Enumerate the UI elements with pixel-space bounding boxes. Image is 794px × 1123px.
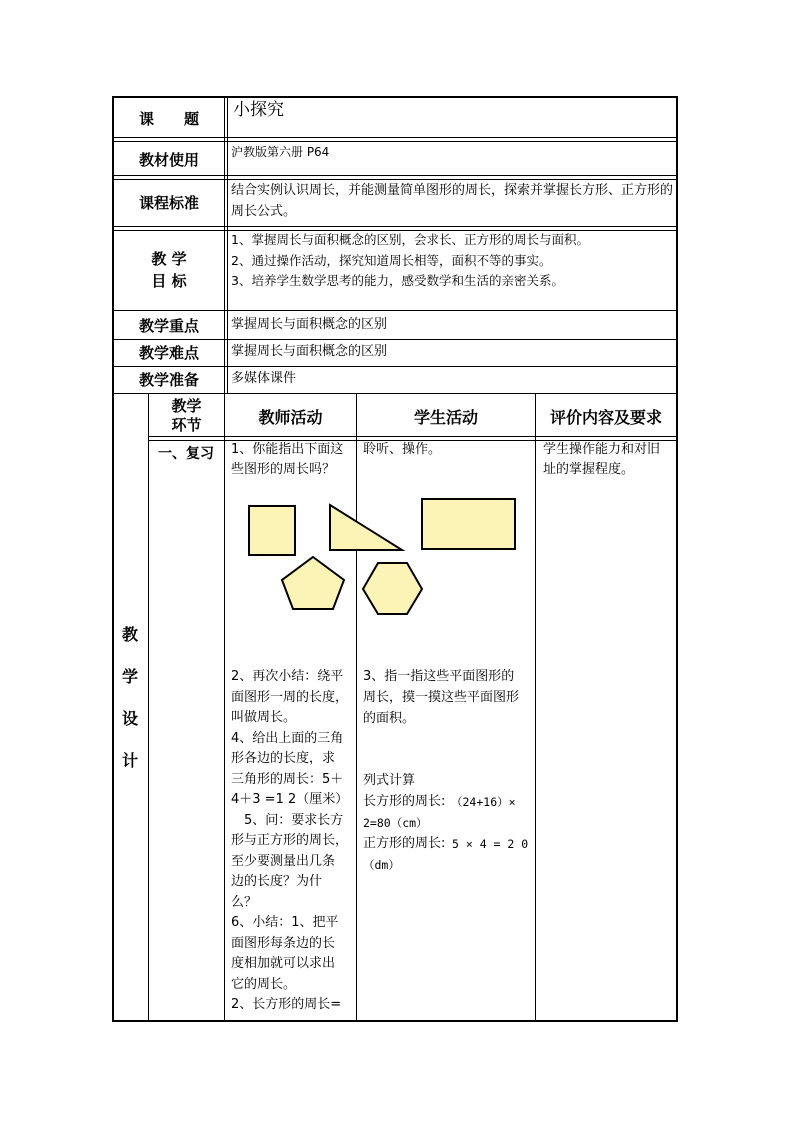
student-calc-title: 列式计算 [363,773,416,788]
student-rect-label: 长方形的周长: [363,794,446,809]
student-rect-expr: （24+16）× [451,795,516,809]
eval-line2: 址的掌握程度。 [543,462,635,477]
teacher-line: 它的周长。 [231,976,297,992]
col-stage-line1: 教学 [171,397,202,415]
col-student: 学生活动 [413,408,478,427]
teacher-line: 么？ [231,894,258,910]
triangle-shape [330,505,402,550]
teacher-line: 5、问：要求长方 [231,812,344,828]
pentagon-shape [282,557,344,609]
prep-label: 教学准备 [138,371,199,389]
teacher-line: 2、再次小结：绕平 [231,669,344,684]
goal-item-2: 2、通过操作活动，探究知道周长相等，面积不等的事实。 [231,253,552,268]
teacher-line: 叫做周长。 [231,710,297,725]
teacher-line: 面图形一周的长度， [231,689,349,705]
standard-value: 结合实例认识周长，并能测量简单图形的周长，探索并掌握长方形、正方形的周长公式。 [231,183,674,219]
teacher-line: 形各边的长度，求 [231,751,336,766]
square-shape [249,506,295,555]
teacher-line: 6、小结：1、把平 [231,915,339,930]
side-label-1: 教 [121,625,138,644]
rectangle-shape [422,499,515,549]
key-label: 教学重点 [138,317,199,335]
teacher-line: 面图形每条边的长 [231,935,336,951]
difficulty-value: 掌握周长与面积概念的区别 [231,344,388,359]
teacher-notes [231,667,356,1016]
teacher-line: 4、给出上面的三角 [231,730,344,746]
student-square-expr: 5 × 4 = 2 0 [452,837,529,851]
topic-label: 课 题 [138,110,199,128]
goal-item-3: 3、培养学生数学思考的能力，感受数学和生活的亲密关系。 [231,273,564,288]
goal-label-1: 教 学 [151,250,187,268]
student-listen: 聆听、操作。 [363,442,442,457]
goal-label-2: 目 标 [151,272,187,290]
difficulty-label: 教学难点 [138,344,199,362]
material-value: 沪教版第六册 P64 [231,145,330,159]
teacher-line: 至少要测量出几条 [231,853,336,869]
teacher-line: 三角形的周长：5＋ [231,771,344,787]
teacher-line: 边的长度？为什 [231,874,323,889]
teacher-q1-line2: 些图形的周长吗？ [231,462,336,477]
student-point-line1: 3、指一指这些平面图形的 [363,669,515,684]
topic-value: 小探究 [233,100,284,120]
student-point-line2: 周长，摸一摸这些平面图形 [363,690,520,705]
teacher-line: 形与正方形的周长， [231,833,349,848]
eval-line1: 学生操作能力和对旧 [543,442,661,457]
student-square-label: 正方形的周长: [363,836,446,851]
side-label-2: 学 [121,667,138,686]
teacher-q1-line1: 1、你能指出下面这 [231,442,344,457]
standard-label: 课程标准 [138,194,199,212]
goal-item-1: 1、掌握周长与面积概念的区别，会求长、正方形的周长与面积。 [231,232,589,247]
key-value: 掌握周长与面积概念的区别 [231,317,388,332]
col-stage-line2: 环节 [171,416,202,434]
student-square-unit: （dm） [363,858,400,872]
stage-review: 一、复习 [158,446,214,462]
col-teacher: 教师活动 [258,408,323,427]
side-label-3: 设 [121,709,138,728]
hexagon-shape [363,563,422,614]
student-rect-expr2: 2=80（cm） [363,816,428,830]
col-eval: 评价内容及要求 [549,408,662,427]
side-label-4: 计 [121,751,138,770]
prep-value: 多媒体课件 [231,371,297,386]
teacher-line: 4＋3 =1 2（厘米） [231,792,349,807]
teacher-line: 2、长方形的周长= [231,997,342,1012]
teacher-line: 度相加就可以求出 [231,956,336,971]
student-point-line3: 的面积。 [363,711,416,726]
material-label: 教材使用 [138,151,199,169]
